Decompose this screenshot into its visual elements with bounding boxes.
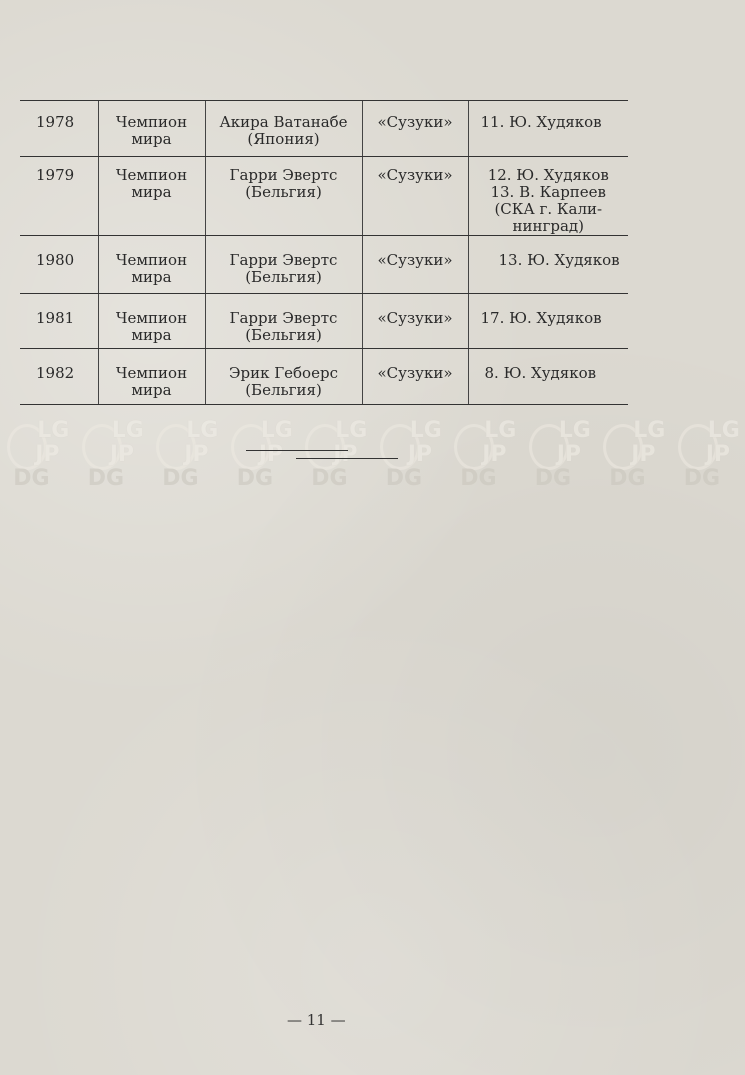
rider-country: (Бельгия)	[245, 326, 322, 344]
watermark-text: JP	[705, 442, 731, 467]
place-line: 17. Ю. Худяков	[480, 309, 602, 327]
title-line: мира	[131, 326, 172, 344]
rider-cell	[205, 236, 362, 294]
rider-country: (Бельгия)	[245, 183, 322, 201]
table-row	[20, 157, 628, 236]
watermark-text: DG	[87, 466, 125, 491]
place-cell	[468, 236, 628, 294]
year-cell: 1980	[20, 236, 98, 294]
place-line: 8. Ю. Худяков	[484, 364, 597, 382]
title-line: мира	[131, 130, 172, 148]
watermark-text: DG	[683, 466, 721, 491]
place-cell	[468, 349, 628, 405]
year-cell: 1979	[20, 157, 98, 236]
watermark-text: LG	[111, 418, 144, 443]
watermark-text: DG	[609, 466, 646, 491]
brand-cell: «Сузуки»	[362, 100, 468, 157]
title-cell	[98, 236, 205, 294]
title-line: Чемпион	[115, 251, 188, 269]
year-cell: 1978	[20, 100, 98, 157]
watermark-text: JP	[184, 442, 209, 467]
rider-name: Эрик Гебоерс	[229, 364, 338, 382]
title-line: мира	[131, 381, 172, 399]
brand-cell: «Сузуки»	[362, 236, 468, 294]
watermark-text: LG	[633, 418, 666, 443]
watermark-logo	[82, 418, 142, 498]
rider-name: Гарри Эвертс	[229, 309, 338, 327]
watermark-text: JP	[109, 442, 135, 467]
title-cell	[98, 349, 205, 405]
watermark-logo	[7, 418, 70, 498]
place-cell	[468, 294, 628, 349]
rider-name: Гарри Эвертс	[229, 166, 338, 184]
year-cell: 1981	[20, 294, 98, 349]
decorative-rule	[246, 450, 348, 451]
rider-country: (Япония)	[247, 130, 320, 148]
watermark-text: JP	[482, 442, 507, 467]
watermark-text: DG	[385, 466, 423, 491]
watermark-logo	[454, 418, 517, 498]
place-line: (СКА г. Кали-	[494, 200, 603, 218]
watermark-text: LG	[335, 418, 368, 443]
place-line: нинград)	[512, 217, 584, 235]
watermark-text: DG	[311, 466, 348, 491]
watermark-text: LG	[409, 418, 442, 443]
year-cell: 1982	[20, 349, 98, 405]
title-line: Чемпион	[115, 364, 188, 382]
brand-cell: «Сузуки»	[362, 294, 468, 349]
title-line: Чемпион	[115, 166, 188, 184]
watermark-text: DG	[13, 466, 50, 491]
watermark-text: LG	[484, 418, 517, 443]
table-row	[20, 236, 628, 294]
watermark-text: LG	[558, 418, 591, 443]
title-cell	[98, 100, 205, 157]
watermark-text: LG	[37, 418, 70, 443]
title-cell	[98, 294, 205, 349]
results-table	[20, 100, 628, 405]
title-line: Чемпион	[115, 113, 188, 131]
brand-cell: «Сузуки»	[362, 157, 468, 236]
rider-country: (Бельгия)	[245, 381, 322, 399]
table-row	[20, 100, 628, 157]
watermark-text: JP	[556, 442, 582, 467]
watermark-text: DG	[534, 466, 572, 491]
rider-name: Акира Ватанабе	[219, 113, 348, 131]
rider-name: Гарри Эвертс	[229, 251, 338, 269]
rider-cell	[205, 349, 362, 405]
title-line: мира	[131, 183, 172, 201]
rider-cell	[205, 294, 362, 349]
rider-country: (Бельгия)	[245, 268, 322, 286]
watermark-logo	[603, 418, 666, 498]
watermark-logo	[156, 418, 219, 498]
watermark-text: JP	[35, 442, 60, 467]
place-line: 13. В. Карпеев	[490, 183, 607, 201]
watermark-text: LG	[707, 418, 740, 443]
place-cell	[468, 157, 628, 236]
decorative-rule	[296, 458, 398, 459]
watermark-text: DG	[236, 466, 274, 491]
place-line: 12. Ю. Худяков	[487, 166, 609, 184]
rider-cell	[205, 157, 362, 236]
results-table-wrapper	[20, 100, 628, 405]
title-line: Чемпион	[115, 309, 188, 327]
watermark-strip	[0, 418, 745, 503]
table-row	[20, 349, 628, 405]
watermark-logo	[678, 418, 738, 498]
watermark-text: LG	[186, 418, 219, 443]
watermark-text: JP	[258, 442, 284, 467]
place-line: 13. Ю. Худяков	[498, 251, 620, 269]
watermark-logo	[529, 418, 589, 498]
watermark-text: LG	[260, 418, 293, 443]
watermark-text: JP	[631, 442, 656, 467]
page-number: — 11 —	[287, 1011, 346, 1029]
brand-cell: «Сузуки»	[362, 349, 468, 405]
watermark-text: DG	[460, 466, 497, 491]
rider-cell	[205, 100, 362, 157]
watermark-text: JP	[407, 442, 433, 467]
title-cell	[98, 157, 205, 236]
watermark-text: JP	[333, 442, 358, 467]
place-cell	[468, 100, 628, 157]
place-line: 11. Ю. Худяков	[480, 113, 602, 131]
watermark-logo	[231, 418, 291, 498]
watermark-text: DG	[162, 466, 199, 491]
table-top-rule	[20, 100, 628, 101]
title-line: мира	[131, 268, 172, 286]
table-row	[20, 294, 628, 349]
